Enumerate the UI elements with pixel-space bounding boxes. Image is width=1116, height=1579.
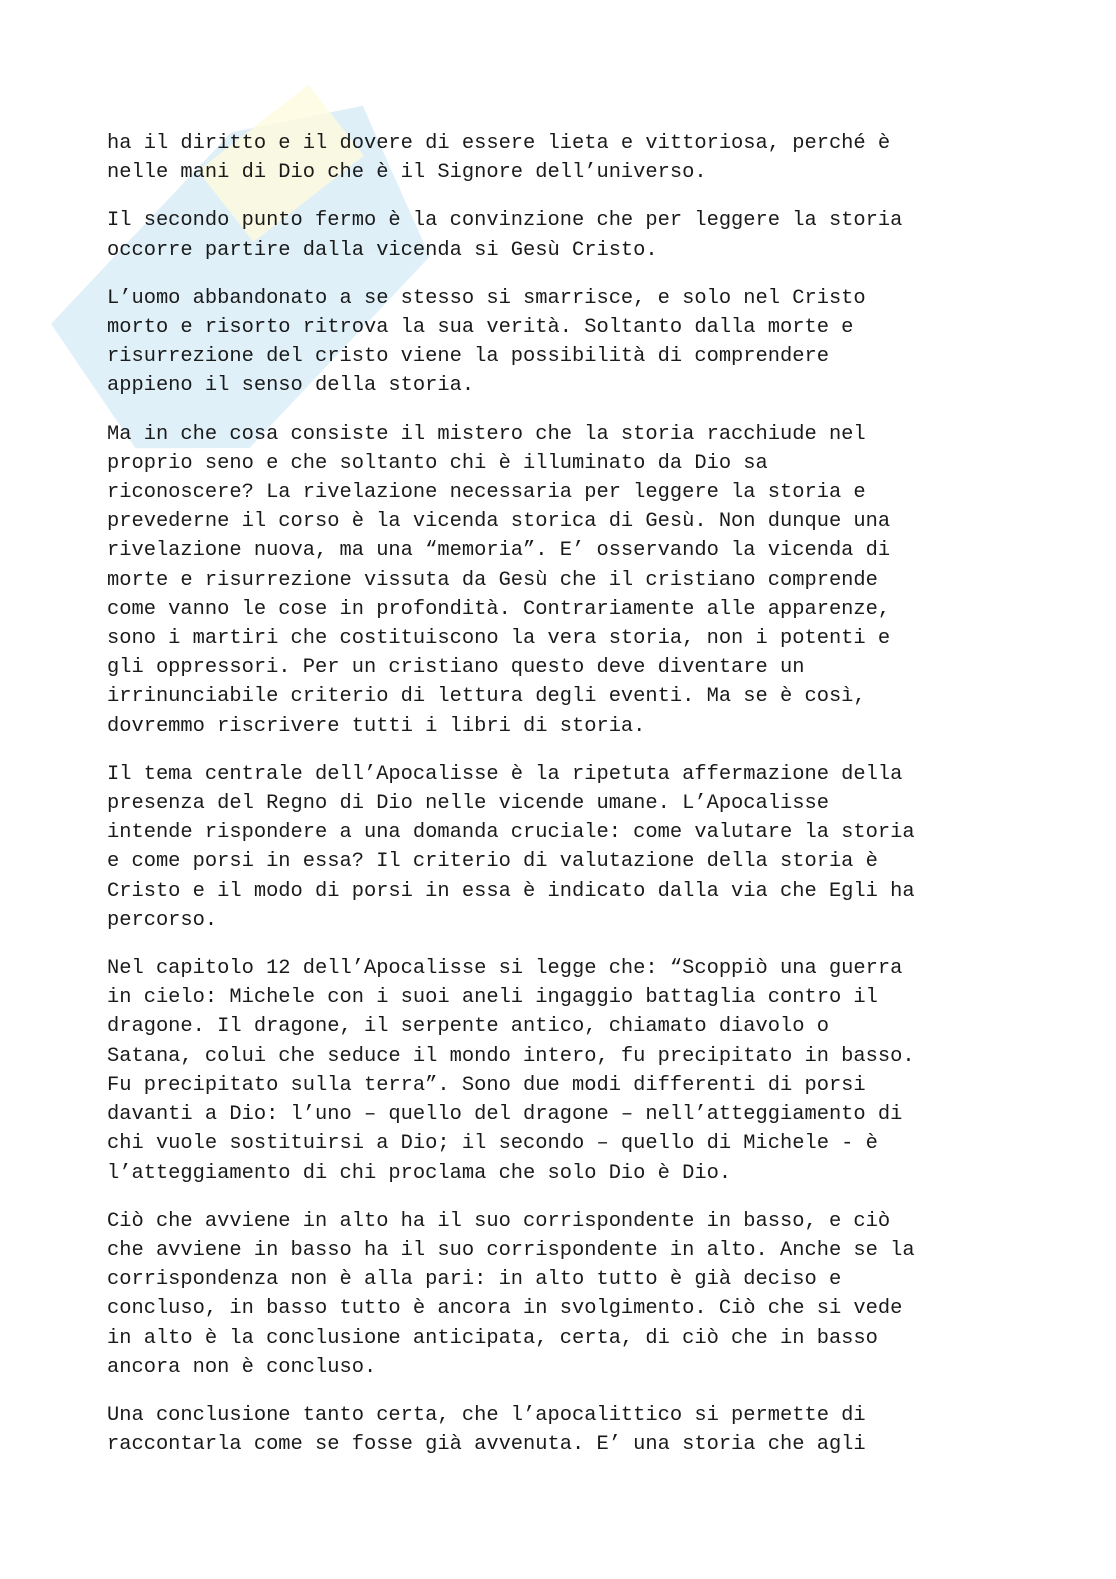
text-line: percorso. xyxy=(107,908,218,932)
text-line: irrinunciabile criterio di lettura degli eventi. Ma se è così, xyxy=(107,685,866,709)
text-line: risurrezione del cristo viene la possibilità di comprendere xyxy=(107,345,829,369)
text-line: Cristo e il modo di porsi in essa è indicato dalla via che Egli ha xyxy=(107,879,915,903)
text-line: Satana, colui che seduce il mondo intero, fu precipitato in basso. xyxy=(107,1044,915,1068)
text-line: presenza del Regno di Dio nelle vicende umane. L’Apocalisse xyxy=(107,792,829,816)
text-line: corrispondenza non è alla pari: in alto tutto è già deciso e xyxy=(107,1268,842,1292)
paragraph xyxy=(107,760,1007,935)
text-line: dovremmo riscrivere tutti i libri di storia. xyxy=(107,714,646,738)
text-line: ha il diritto e il dovere di essere lieta e vittoriosa, perché è xyxy=(107,132,891,155)
text-line: concluso, in basso tutto è ancora in svolgimento. Ciò che si vede xyxy=(107,1297,903,1321)
text-line: gli oppressori. Per un cristiano questo deve diventare un xyxy=(107,656,805,680)
text-line: Una conclusione tanto certa, che l’apocalittico si permette di xyxy=(107,1403,866,1427)
paragraph xyxy=(107,420,1007,741)
text-line: Ma in che cosa consiste il mistero che la storia racchiude nel xyxy=(107,422,866,446)
document-body xyxy=(107,129,1007,1478)
text-line: sono i martiri che costituiscono la vera storia, non i potenti e xyxy=(107,627,891,651)
text-line: appieno il senso della storia. xyxy=(107,374,475,398)
paragraph xyxy=(107,206,1007,264)
text-line: Fu precipitato sulla terra”. Sono due modi differenti di porsi xyxy=(107,1073,866,1097)
text-line: intende rispondere a una domanda cruciale: come valutare la storia xyxy=(107,821,915,845)
text-line: proprio seno e che soltanto chi è illuminato da Dio sa xyxy=(107,451,768,475)
text-line: l’atteggiamento di chi proclama che solo Dio è Dio. xyxy=(107,1161,732,1185)
paragraph xyxy=(107,1207,1007,1382)
text-line: in alto è la conclusione anticipata, certa, di ciò che in basso xyxy=(107,1326,878,1350)
text-line: Il secondo punto fermo è la convinzione che per leggere la storia xyxy=(107,209,903,233)
text-line: come vanno le cose in profondità. Contrariamente alle apparenze, xyxy=(107,597,891,621)
text-line: che avviene in basso ha il suo corrispondente in alto. Anche se la xyxy=(107,1238,915,1262)
paragraph xyxy=(107,129,1007,187)
text-line: ancora non è concluso. xyxy=(107,1355,377,1379)
text-line: davanti a Dio: l’uno – quello del dragone – nell’atteggiamento di xyxy=(107,1103,903,1127)
text-line: in cielo: Michele con i suoi aneli ingaggio battaglia contro il xyxy=(107,986,878,1010)
text-line: rivelazione nuova, ma una “memoria”. E’ osservando la vicenda di xyxy=(107,539,891,563)
text-line: morto e risorto ritrova la sua verità. Soltanto dalla morte e xyxy=(107,316,854,340)
paragraph xyxy=(107,954,1007,1188)
paragraph xyxy=(107,1401,1007,1459)
text-line: raccontarla come se fosse già avvenuta. E’ una storia che agli xyxy=(107,1433,866,1457)
text-line: e come porsi in essa? Il criterio di valutazione della storia è xyxy=(107,850,878,874)
text-line: prevederne il corso è la vicenda storica di Gesù. Non dunque una xyxy=(107,510,891,534)
paragraph xyxy=(107,284,1007,401)
text-line: Nel capitolo 12 dell’Apocalisse si legge che: “Scoppiò una guerra xyxy=(107,957,903,981)
text-line: morte e risurrezione vissuta da Gesù che il cristiano comprende xyxy=(107,568,878,592)
text-line: dragone. Il dragone, il serpente antico, chiamato diavolo o xyxy=(107,1015,829,1039)
text-line: chi vuole sostituirsi a Dio; il secondo – quello di Michele - è xyxy=(107,1132,878,1156)
text-line: L’uomo abbandonato a se stesso si smarrisce, e solo nel Cristo xyxy=(107,286,866,310)
text-line: Il tema centrale dell’Apocalisse è la ripetuta affermazione della xyxy=(107,762,903,786)
text-line: Ciò che avviene in alto ha il suo corrispondente in basso, e ciò xyxy=(107,1209,891,1233)
text-line: riconoscere? La rivelazione necessaria per leggere la storia e xyxy=(107,481,866,505)
text-line: nelle mani di Dio che è il Signore dell’universo. xyxy=(107,161,707,185)
text-line: occorre partire dalla vicenda si Gesù Cristo. xyxy=(107,238,658,262)
